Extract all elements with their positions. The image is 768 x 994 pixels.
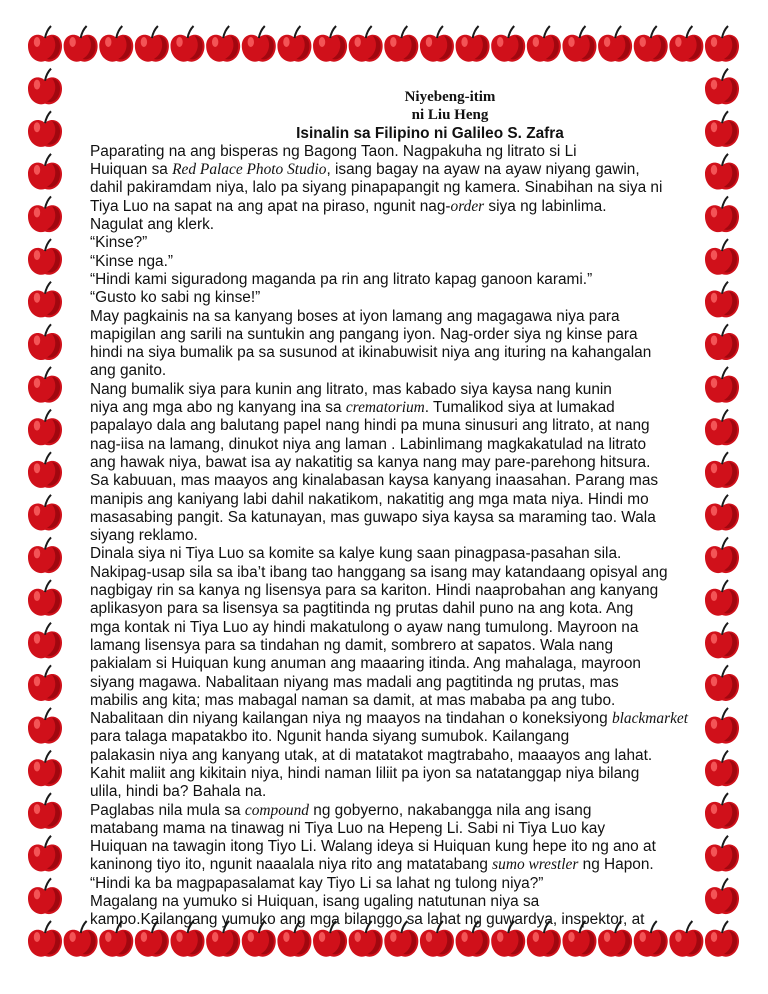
apple-icon bbox=[99, 26, 133, 62]
text-segment: ulila, hindi ba? Bahala na. bbox=[90, 783, 267, 801]
text-line bbox=[90, 728, 690, 746]
text-segment: siya ng labinlima. bbox=[484, 197, 607, 215]
apple-icon bbox=[384, 26, 418, 62]
text-segment: May pagkainis na sa kanyang boses at iyon lamang ang magagawa niya para bbox=[90, 307, 620, 325]
apple-icon bbox=[705, 708, 739, 744]
text-segment: Kahit maliit ang kikitain niya, hindi naman liliit pa iyon sa natatanggap niya bilang bbox=[90, 764, 640, 782]
apple-icon bbox=[28, 623, 62, 659]
apple-icon bbox=[705, 154, 739, 190]
text-line bbox=[90, 783, 690, 801]
apple-icon bbox=[28, 665, 62, 701]
apple-icon bbox=[527, 26, 561, 62]
apple-icon bbox=[28, 751, 62, 787]
apple-icon bbox=[705, 537, 739, 573]
text-segment: manipis ang kaniyang labi dahil nakatikom, nakatitig ang mga mata niya. Hindi mo bbox=[90, 490, 649, 508]
apple-icon bbox=[28, 282, 62, 318]
text-line bbox=[90, 308, 690, 326]
apple-icon bbox=[705, 111, 739, 147]
text-line bbox=[90, 344, 690, 362]
apple-icon bbox=[705, 367, 739, 403]
text-segment: pakialam si Huiquan kung anuman ang maaaring itinda. Ang mahalaga, mayroon bbox=[90, 655, 641, 673]
text-line bbox=[90, 545, 690, 563]
apple-icon bbox=[634, 26, 668, 62]
text-line bbox=[90, 179, 690, 197]
apple-icon bbox=[28, 410, 62, 446]
text-segment: Paparating na ang bisperas ng Bagong Taon. Nagpakuha ng litrato si Li bbox=[90, 142, 577, 160]
text-line bbox=[90, 692, 690, 710]
text-line bbox=[90, 161, 690, 179]
text-segment: mapigilan ang sarili na suntukin ang pangang iyon. Nag-order siya ng kinse para bbox=[90, 325, 638, 343]
apple-icon bbox=[705, 495, 739, 531]
text-line bbox=[90, 911, 690, 929]
text-segment: palakasin niya ang kanyang utak, at di matatakot magtrabaho, maaayos ang lahat. bbox=[90, 746, 653, 764]
text-line bbox=[90, 253, 690, 271]
apple-icon bbox=[705, 623, 739, 659]
apple-icon bbox=[562, 26, 596, 62]
apple-icon bbox=[28, 793, 62, 829]
text-line bbox=[90, 619, 690, 637]
story-text bbox=[90, 143, 690, 930]
text-line bbox=[90, 802, 690, 820]
apple-icon bbox=[456, 26, 490, 62]
text-segment: dahil pakiramdam niya, lalo pa siyang pinapapangit ng kamera. Sinabihan na siya ni bbox=[90, 179, 663, 197]
apple-icon bbox=[64, 26, 98, 62]
text-line bbox=[90, 399, 690, 417]
text-line bbox=[90, 234, 690, 252]
apple-icon bbox=[705, 580, 739, 616]
text-line bbox=[90, 198, 690, 216]
text-line bbox=[90, 509, 690, 527]
apple-icon bbox=[705, 196, 739, 232]
text-segment: nagbigay rin sa kanya ng lisensya para sa kariton. Hindi naaprobahan ang kanyang bbox=[90, 582, 659, 600]
apple-icon bbox=[28, 452, 62, 488]
text-line bbox=[90, 582, 690, 600]
text-segment: Dinala siya ni Tiya Luo sa komite sa kalye kung saan pinagpasa-pasahan sila. bbox=[90, 545, 622, 563]
apple-icon bbox=[669, 26, 703, 62]
text-segment: hindi na siya bumalik pa sa susunod at ikinabuwisit niya ang ituring na kahangalan bbox=[90, 344, 652, 362]
text-line bbox=[90, 143, 690, 161]
italic-term: blackmarket bbox=[611, 710, 689, 728]
text-segment: siyang reklamo. bbox=[90, 527, 198, 545]
text-segment: “Kinse?” bbox=[90, 234, 148, 252]
apple-icon bbox=[705, 410, 739, 446]
text-line bbox=[90, 381, 690, 399]
text-line bbox=[90, 326, 690, 344]
italic-term: crematorium bbox=[345, 399, 425, 417]
text-line bbox=[90, 747, 690, 765]
text-line bbox=[90, 856, 690, 874]
apple-icon bbox=[28, 537, 62, 573]
text-segment: ang ganito. bbox=[90, 362, 167, 380]
text-line bbox=[90, 491, 690, 509]
text-line bbox=[90, 655, 690, 673]
text-line bbox=[90, 436, 690, 454]
apple-icon bbox=[171, 26, 205, 62]
text-segment: Nakipag-usap sila sa iba’t ibang tao hanggang sa isang may katandaang opisyal ang bbox=[90, 563, 668, 581]
text-segment: Nagulat ang klerk. bbox=[90, 216, 215, 234]
apple-icon bbox=[705, 878, 739, 914]
text-line bbox=[90, 472, 690, 490]
text-line bbox=[90, 875, 690, 893]
apple-icon bbox=[28, 367, 62, 403]
apple-icon bbox=[705, 836, 739, 872]
apple-icon bbox=[420, 26, 454, 62]
apple-icon bbox=[705, 751, 739, 787]
document-translator: Isinalin sa Filipino ni Galileo S. Zafra bbox=[296, 124, 564, 142]
apple-icon bbox=[28, 154, 62, 190]
apple-icon bbox=[28, 708, 62, 744]
apple-icon bbox=[705, 793, 739, 829]
text-segment: nag-iisa na lamang, dinukot niya ang laman . Labinlimang magkakatulad na litrato bbox=[90, 435, 647, 453]
text-segment: mabilis ang kita; mas mabagal naman sa damit, at mas mababa pa ang tubo. bbox=[90, 691, 616, 709]
text-line bbox=[90, 527, 690, 545]
document-body bbox=[90, 88, 690, 930]
text-segment: ng Hapon. bbox=[578, 856, 654, 874]
apple-icon bbox=[705, 921, 739, 957]
text-segment: “Gusto ko sabi ng kinse!” bbox=[90, 289, 261, 307]
apple-icon bbox=[313, 26, 347, 62]
apple-icon bbox=[705, 324, 739, 360]
apple-icon bbox=[598, 26, 632, 62]
text-segment: Huiquan na tawagin itong Tiyo Li. Walang ideya si Huiquan kung hepe ito ng ano at bbox=[90, 838, 656, 856]
text-line bbox=[90, 820, 690, 838]
text-line bbox=[90, 289, 690, 307]
text-segment: matabang mama na tinawag ni Tiya Luo na Hepeng Li. Sabi ni Tiya Luo kay bbox=[90, 819, 606, 837]
text-line bbox=[90, 216, 690, 234]
apple-icon bbox=[28, 580, 62, 616]
text-segment: Tiya Luo na sapat na ang apat na piraso, ngunit nag- bbox=[90, 197, 451, 215]
italic-term: sumo wrestler bbox=[492, 856, 579, 874]
italic-term: order bbox=[450, 197, 485, 215]
text-line bbox=[90, 362, 690, 380]
text-segment: mga kontak ni Tiya Luo ay hindi makatulong o ayaw nang tumulong. Mayroon na bbox=[90, 618, 639, 636]
italic-term: Red Palace Photo Studio bbox=[172, 161, 327, 179]
apple-icon bbox=[242, 26, 276, 62]
document-title: Niyebeng-itim bbox=[404, 89, 496, 105]
text-segment: , isang bagay na ayaw na ayaw niyang gawin, bbox=[326, 161, 640, 179]
apple-icon bbox=[28, 196, 62, 232]
apple-icon bbox=[705, 239, 739, 275]
text-segment: kaninong tiyo ito, ngunit naaalala niya rito ang matatabang bbox=[90, 856, 493, 874]
apple-icon bbox=[28, 324, 62, 360]
text-segment: ang hawak niya, bawat isa ay nakatitig sa kanya nang may pare-parehong hitsura. bbox=[90, 453, 651, 471]
text-segment: papalayo dala ang balutang papel nang hindi pa muna sinusuri ang litrato, at nang bbox=[90, 417, 650, 435]
apple-icon bbox=[705, 452, 739, 488]
text-line bbox=[90, 637, 690, 655]
text-segment: aplikasyon para sa lisensya sa pagtitinda ng prutas dahil puno na ang kota. Ang bbox=[90, 600, 634, 618]
apple-icon bbox=[705, 282, 739, 318]
text-line bbox=[90, 271, 690, 289]
text-line bbox=[90, 893, 690, 911]
apple-icon bbox=[705, 665, 739, 701]
text-line bbox=[90, 417, 690, 435]
text-line bbox=[90, 710, 690, 728]
text-segment: “Hindi kami siguradong maganda pa rin ang litrato kapag ganoon karami.” bbox=[90, 270, 593, 288]
apple-icon bbox=[28, 239, 62, 275]
apple-icon bbox=[705, 26, 739, 62]
apple-icon bbox=[206, 26, 240, 62]
text-segment: para talaga mapatakbo ito. Ngunit handa siyang sumubok. Kailangang bbox=[90, 728, 570, 746]
text-line bbox=[90, 765, 690, 783]
text-segment: lamang lisensya para sa tindahan ng damit, sombrero at sapatos. Wala nang bbox=[90, 636, 614, 654]
text-segment: kampo.Kailangang yumuko ang mga bilanggo sa lahat ng guwardya, inspektor, at bbox=[90, 911, 645, 929]
apple-icon bbox=[28, 878, 62, 914]
text-segment: Huiquan sa bbox=[90, 161, 173, 179]
apple-icon bbox=[28, 495, 62, 531]
text-segment: Nang bumalik siya para kunin ang litrato, mas kabado siya kaysa nang kunin bbox=[90, 380, 612, 398]
text-segment: ng gobyerno, nakabangga nila ang isang bbox=[308, 801, 592, 819]
apple-icon bbox=[349, 26, 383, 62]
text-line bbox=[90, 674, 690, 692]
apple-icon bbox=[135, 26, 169, 62]
text-line bbox=[90, 564, 690, 582]
document-author: ni Liu Heng bbox=[411, 107, 489, 124]
text-segment: Magalang na yumuko si Huiquan, isang ugaling natutunan niya sa bbox=[90, 893, 540, 911]
apple-icon bbox=[28, 111, 62, 147]
text-segment: Sa kabuuan, mas maayos ang kinalabasan kaysa kanyang inaasahan. Parang mas bbox=[90, 472, 659, 490]
apple-icon bbox=[491, 26, 525, 62]
apple-icon bbox=[28, 921, 62, 957]
apple-icon bbox=[277, 26, 311, 62]
italic-term: compound bbox=[244, 801, 309, 819]
text-segment: “Hindi ka ba magpapasalamat kay Tiyo Li sa lahat ng tulong niya?” bbox=[90, 874, 544, 892]
text-segment: siyang magawa. Nabalitaan niyang mas madali ang pagtitinda ng prutas, mas bbox=[90, 673, 619, 691]
text-line bbox=[90, 600, 690, 618]
text-segment: masasabing pangit. Sa katunayan, mas guwapo siya kaysa sa maraming tao. Wala bbox=[90, 508, 656, 526]
text-segment: . Tumalikod siya at lumakad bbox=[424, 399, 615, 417]
text-segment: Paglabas nila mula sa bbox=[90, 801, 245, 819]
apple-icon bbox=[28, 69, 62, 105]
text-line bbox=[90, 838, 690, 856]
text-segment: Nabalitaan din niyang kailangan niya ng maayos na tindahan o koneksiyong bbox=[90, 710, 612, 728]
text-line bbox=[90, 454, 690, 472]
apple-icon bbox=[28, 26, 62, 62]
text-segment: “Kinse nga.” bbox=[90, 252, 173, 270]
apple-icon bbox=[705, 69, 739, 105]
apple-icon bbox=[28, 836, 62, 872]
text-segment: niya ang mga abo ng kanyang ina sa bbox=[90, 399, 346, 417]
